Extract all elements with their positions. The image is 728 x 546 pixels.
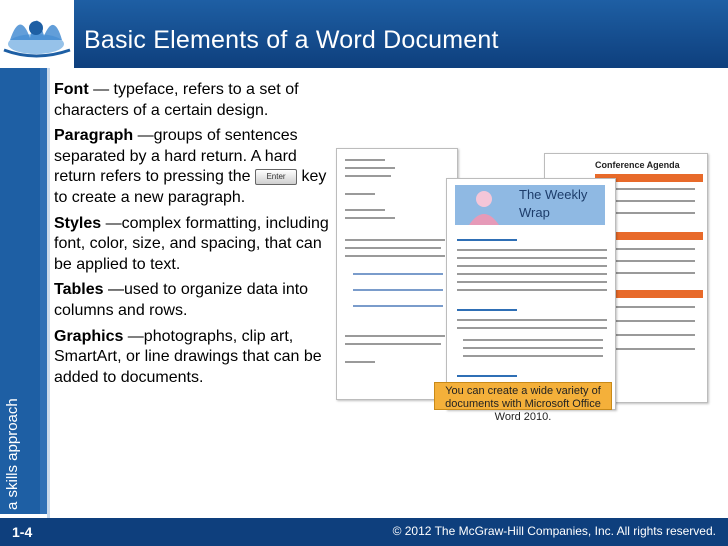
bullet-graphics: Graphics —photographs, clip art, SmartArt, or line drawings that can be added to documents. — [54, 327, 322, 386]
agenda-document: Conference Agenda — [544, 153, 708, 403]
left-rule — [47, 68, 50, 518]
newsletter-banner: The Weekly Wrap — [455, 185, 605, 225]
bullet-styles: Styles —complex formatting, including font, color, size, and spacing, that can be applied to text. — [54, 214, 329, 273]
bullet-paragraph: Paragraph —groups of sentences separated by a hard return. A hard return refers to pressing the Enter key to create a new paragraph. — [54, 127, 327, 206]
bullet-tables: Tables —used to organize data into columns and rows. — [54, 281, 309, 319]
letter-document — [336, 148, 458, 400]
water-splash-logo — [0, 0, 74, 68]
page-number: 1-4 — [12, 524, 33, 540]
enter-key-icon: Enter — [255, 169, 297, 185]
example-caption: You can create a wide variety of documents with Microsoft Office Word 2010. — [434, 382, 612, 410]
vertical-label: a skills approach — [4, 398, 21, 510]
newsletter-document — [446, 178, 616, 410]
bullet-list — [54, 80, 332, 393]
example-documents-image — [336, 148, 714, 410]
copyright-notice: © 2012 The McGraw-Hill Companies, Inc. All rights reserved. — [392, 524, 716, 538]
slide-title: Basic Elements of a Word Document — [84, 26, 499, 54]
bullet-font: Font — typeface, refers to a set of characters of a certain design. — [54, 81, 299, 119]
